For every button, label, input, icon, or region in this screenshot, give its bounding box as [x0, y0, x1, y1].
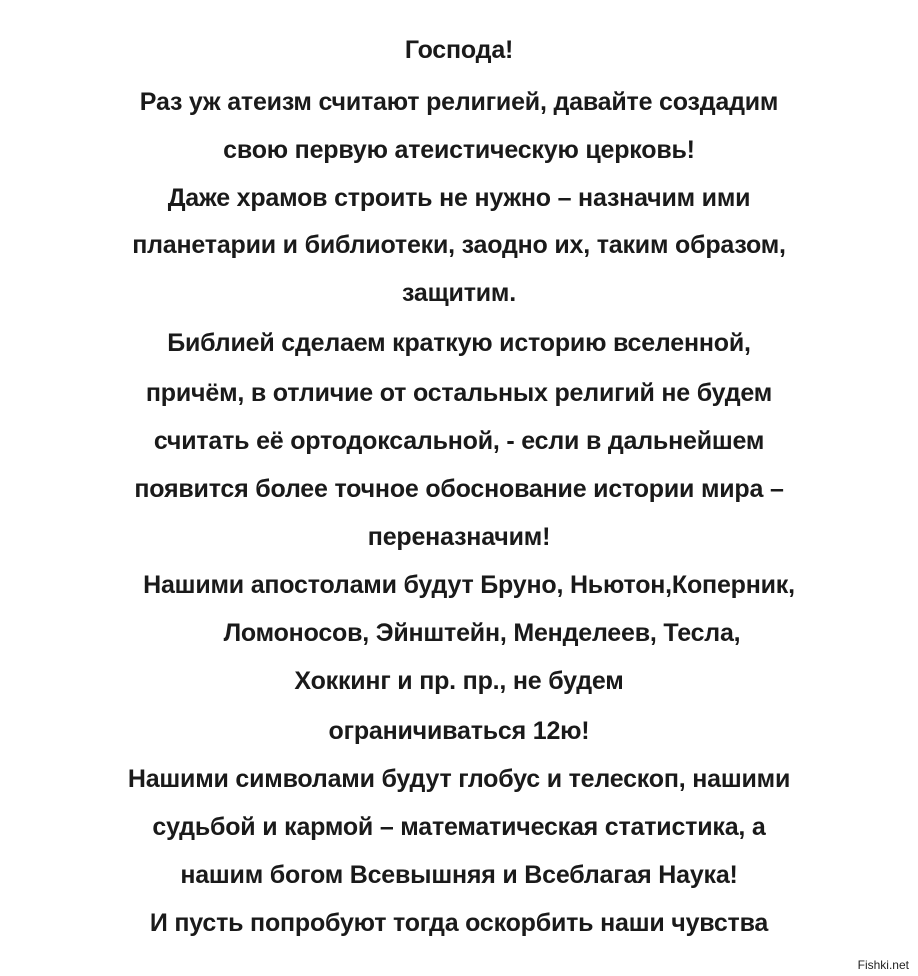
- text-line: считать её ортодоксальной, - если в дальнейшем: [153, 427, 765, 455]
- text-line: Раз уж атеизм считают религией, давайте создадим: [139, 88, 779, 116]
- watermark-label: Fishki.net: [855, 957, 912, 973]
- text-line: Хоккинг и пр. пр., не будем: [294, 667, 624, 695]
- text-line: переназначим!: [367, 523, 551, 551]
- text-line: причём, в отличие от остальных религий не будем: [145, 379, 773, 407]
- text-line: Нашими апостолами будут Бруно, Ньютон,Коперник,: [143, 571, 795, 599]
- text-line: Нашими символами будут глобус и телескоп, нашими: [127, 765, 791, 793]
- text-line: Даже храмов строить не нужно – назначим ими: [167, 184, 751, 212]
- text-line: судьбой и кармой – математическая статистика, а: [152, 813, 766, 841]
- text-line: защитим.: [402, 279, 516, 307]
- text-line: появится более точное обоснование истории мира –: [134, 475, 784, 503]
- text-line: свою первую атеистическую церковь!: [223, 136, 695, 164]
- text-line: И пусть попробуют тогда оскорбить наши чувства: [149, 909, 769, 937]
- text-line: ограничиваться 12ю!: [328, 717, 590, 745]
- text-line: Ломоносов, Эйнштейн, Менделеев, Тесла,: [223, 619, 741, 647]
- text-line: планетарии и библиотеки, заодно их, таким образом,: [132, 231, 786, 259]
- text-line: Библией сделаем краткую историю вселенной,: [167, 329, 751, 357]
- text-line: нашим богом Всевышняя и Всеблагая Наука!: [180, 861, 738, 889]
- greeting-line: Господа!: [404, 36, 514, 64]
